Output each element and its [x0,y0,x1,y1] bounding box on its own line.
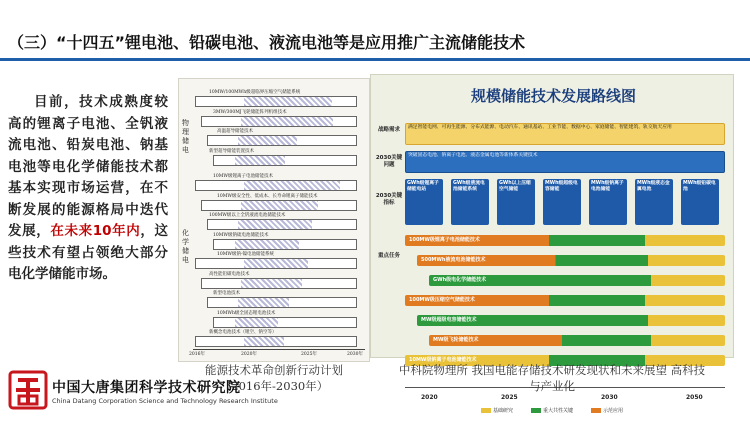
roadmap-item-fill [235,156,285,165]
roadmap-item-label: 新型超导储能装置技术 [209,148,254,154]
roadmap-item-bar [201,200,357,211]
row-label: 重点任务 [377,253,400,259]
year-label: 2016年 [189,352,205,357]
caption-line: （2016年-2030年） [219,379,329,393]
metric-cell: MWh级液态金属电池 [635,179,673,225]
para-part1: 目前，技术成熟度较高的锂离子电池、全钒液流电池、铅炭电池、钠基电池等电化学储能技术都基本实现市场运营，在不断发展的能源格局中迭代发展， [8,94,168,239]
datang-logo-icon [8,370,48,410]
roadmap-item-bar [201,278,357,289]
legend-item: 示范应用 [591,407,623,414]
roadmap-item-fill [241,117,333,126]
year-label: 2025 [501,394,518,401]
row-label: 2030关键问题 [375,155,403,168]
roadmap-item-fill [238,136,297,145]
task-arrow: 100MW级锂离子电池储能技术 [405,235,725,246]
demand-box: 满足智能电网、可再生能源、分布式能源、电动汽车、通讯基站、工业节能、数据中心、家庭储能、智能建筑、轨交航天应用 [405,123,725,145]
roadmap-item-bar [207,135,357,146]
roadmap-item-fill [235,318,278,327]
metric-cell: GWh级锂离子储能电站 [405,179,443,225]
legend-item: 重大共性关键 [531,407,573,414]
roadmap-item-label: 新型电池技术 [213,291,240,296]
roadmap-item-label: 10MW级锂离子电池储能技术 [213,174,273,179]
roadmap-item-label: 10MWh级全固态锂电池技术 [217,310,276,316]
task-arrow: GWh级电化学储能技术 [429,275,725,286]
year-label: 2025年 [301,352,317,357]
roadmap-item-bar [207,297,357,308]
year-label: 2020 [421,394,438,401]
task-arrow: 10MW级钠离子电池储能技术 [405,355,725,366]
roadmap-item-label: 10MW级安全性、低成本、长寿命锂离子储能技术 [217,193,318,199]
caption-line: 与产业化 [529,379,575,393]
legend-swatch [591,408,601,413]
caption-line: 中科院物理所 我国电能存储技术研发现状和未来展望 高科技 [398,363,706,377]
metric-cell: MWh级铅碳电池 [681,179,719,225]
roadmap-item-fill [241,201,318,210]
roadmap-item-fill [241,279,303,288]
task-arrow: 100MW级压缩空气储能技术 [405,295,725,306]
year-label: 2020年 [241,352,257,357]
task-arrow: MW级超级电容储能技术 [417,315,725,326]
roadmap-item-label: 高性能铅碳电池技术 [209,271,250,277]
page-title: （三）“十四五”锂电池、铅碳电池、液流电池等是应用推广主流储能技术 [8,33,526,52]
roadmap-item-fill [244,337,284,346]
roadmap-item-bar [195,96,357,107]
group-label-physical: 物理储电 [182,119,189,154]
metric-cell: MWh级钠离子电池储能 [589,179,627,225]
roadmap-item-fill [244,259,308,268]
para-part2: ，这些技术有望占领绝大部分电化学储能市场。 [8,223,169,282]
roadmap-item-bar [213,317,357,328]
roadmap-item-label: 新概念电池技术（锂空、钠空等） [209,330,277,335]
legend-swatch [531,408,541,413]
issues-box: 突破固态电池、钠离子电池、液态金属电池等新体系关键技术 [405,151,725,173]
metric-cell: GWh以上压缩空气储能 [497,179,535,225]
roadmap-item-bar [195,180,357,191]
roadmap-item-label: 高温超导储能技术 [217,129,253,134]
roadmap-item-label: 10MW级钠-镍电池储能系统 [217,252,274,257]
roadmap-item-label: 100MW级以上全钒液流电池储能技术 [209,213,286,218]
para-emphasis: 在未来10年内 [50,223,141,239]
org-name: 中国大唐集团科学技术研究院 [52,380,241,396]
roadmap-item-fill [238,220,312,229]
roadmap-item-fill [238,298,290,307]
title-divider [0,58,750,61]
roadmap-item-label: 10MW级钠硫电池储能技术 [213,232,269,238]
legend-item: 基础研究 [481,407,513,414]
roadmap-item-bar [195,258,357,269]
year-label: 2030 [601,394,618,401]
row-label: 2030关键指标 [375,193,403,206]
task-arrow: MW级飞轮储能技术 [429,335,725,346]
roadmap-item-label: 10MW/100MWh级超临界压缩空气储能系统 [209,90,301,95]
roadmap-item-bar [195,336,357,347]
year-label: 2030年 [347,352,363,357]
row-label: 战略需求 [377,127,400,133]
task-arrow: 500MWh液流电池储能技术 [417,255,725,266]
caption-line: 能源技术革命创新行动计划 [205,363,343,377]
roadmap-item-bar [213,239,357,250]
org-name-en: China Datang Corporation Science and Technology Research Institute [52,397,278,405]
energy-roadmap-figure [178,78,370,362]
timeline-axis [193,349,365,350]
roadmap-item-fill [244,97,332,106]
legend-swatch [481,408,491,413]
roadmap-item-bar [201,116,357,127]
metric-cell: GWh级液流电池储能系统 [451,179,489,225]
roadmap-item-label: 3MW/300MJ飞轮储能阵列机组技术 [213,109,287,115]
year-label: 2050 [686,394,703,401]
body-paragraph [8,92,168,286]
group-label-chemical: 化学储电 [182,229,189,264]
roadmap-item-fill [235,240,299,249]
roadmap-item-bar [207,219,357,230]
roadmap-item-fill [244,181,340,190]
roadmap-title: 规模储能技术发展路线图 [471,87,637,105]
metric-cell: MWh级超级电容储能 [543,179,581,225]
roadmap-item-bar [213,155,357,166]
right-figure-caption [372,362,732,394]
